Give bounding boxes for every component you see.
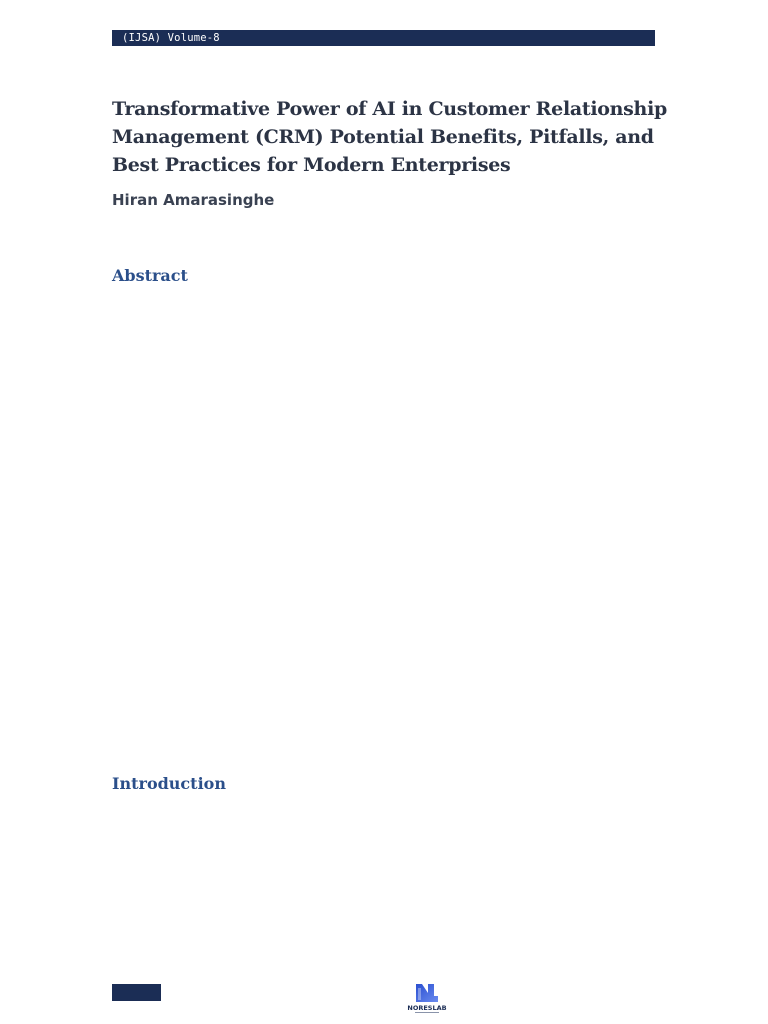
abstract-body — [112, 300, 655, 750]
running-header-text: (IJSA) Volume-8 — [122, 32, 220, 44]
introduction-body — [112, 808, 655, 948]
abstract-heading: Abstract — [112, 266, 188, 285]
page-number-block — [112, 984, 161, 1001]
paper-author: Hiran Amarasinghe — [112, 191, 275, 209]
noreslab-logo-icon — [404, 980, 450, 1016]
paper-title: Transformative Power of AI in Customer Relationship Management (CRM) Potential Benefits, Pitfalls, and Best Practices for Modern Enterprises — [112, 98, 667, 176]
noreslab-logo — [404, 980, 450, 1016]
logo-wordmark: NORESLAB — [407, 1004, 447, 1012]
running-header-bar — [112, 30, 655, 46]
introduction-heading: Introduction — [112, 774, 226, 793]
